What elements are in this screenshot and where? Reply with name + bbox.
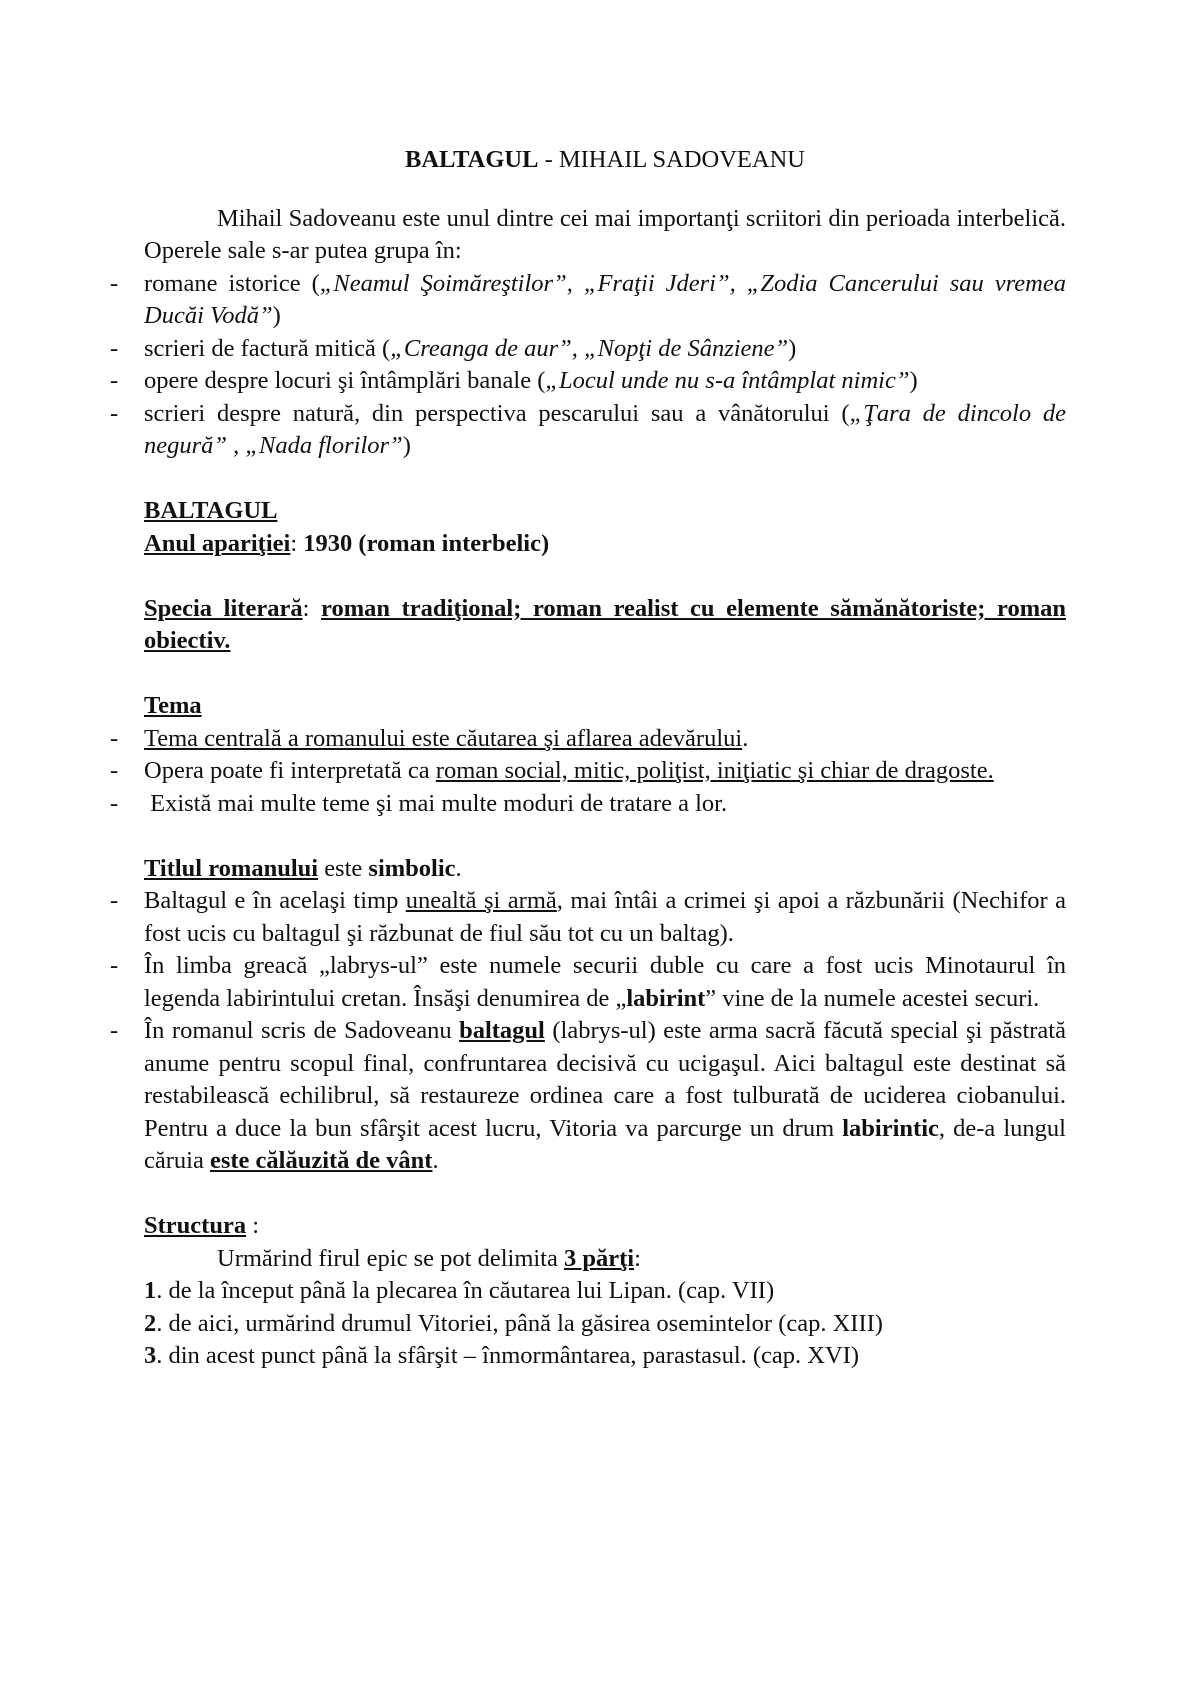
structura-sep: : xyxy=(246,1212,260,1239)
titlu-item xyxy=(144,950,1066,1015)
works-item-text: opere despre locuri şi întâmplări banale ( xyxy=(144,367,546,394)
works-item-end: ) xyxy=(788,334,797,362)
titlu-item-text: , de-a lungul căruia xyxy=(144,1114,1066,1174)
year-sep: : xyxy=(290,529,304,557)
tema-list xyxy=(144,723,1066,821)
titlu-item-text: (labrys-ul) este arma sacră făcută special şi păstrată anume pentru scopul final, confruntarea decisivă cu ucigaşul. Aici baltagul este destinat să restabilească echilibrul, să restaureze ordinea care a fost tulburată de uciderea ciobanului. Pentru a duce la bun sfârşit acest lucru, Vitoria va parcurge un drum xyxy=(144,1017,1066,1142)
works-titles: „Ţara de dincolo de negură” , „Nada florilor” xyxy=(144,399,1066,459)
works-item-end: ) xyxy=(272,302,281,329)
species-label: Specia literară xyxy=(144,594,303,622)
spacer xyxy=(144,658,1066,691)
works-item-text: romane istorice ( xyxy=(144,269,320,297)
titlu-item-text: ” vine de la numele acestei securi. xyxy=(705,984,1040,1012)
titlu-item-text: Baltagul e în acelaşi timp xyxy=(144,887,406,914)
structura-label: Structura xyxy=(144,1212,247,1239)
works-item-end: ) xyxy=(909,367,918,394)
tema-item-underlined: roman social, mitic, poliţist, iniţiatic şi chiar de dragoste. xyxy=(435,757,994,784)
works-titles: „Creanga de aur”, „Nopţi de Sânziene” xyxy=(390,334,789,362)
titlu-mid: este xyxy=(318,854,369,882)
tema-item-end: . xyxy=(742,724,749,752)
title-author: - MIHAIL SADOVEANU xyxy=(538,146,805,173)
titlu-item xyxy=(144,885,1066,950)
titlu-item xyxy=(144,1015,1066,1178)
structura-intro-end: : xyxy=(634,1244,641,1272)
part-text: . de la început până la plecarea în căutarea lui Lipan. (cap. VII) xyxy=(156,1277,775,1304)
titlu-item-bold: labirintic xyxy=(842,1114,939,1142)
works-item-end: ) xyxy=(402,432,411,459)
titlu-item-underlined: unealtă şi armă xyxy=(405,887,557,914)
works-titles: „Neamul Şoimăreştilor”, „Fraţii Jderi”, „Zodia Cancerului sau vremea Ducăi Vodă” xyxy=(144,269,1066,329)
titlu-item-bold-underlined: baltagul xyxy=(459,1017,545,1044)
section-heading-baltagul: BALTAGUL xyxy=(144,497,278,524)
structura-part xyxy=(144,1275,1066,1308)
spacer xyxy=(144,1178,1066,1211)
titlu-item-text: În limba greacă „labrys-ul” este numele securii duble cu care a fost ucis Minotaurul în legenda labirintului cretan. Însăşi denumirea de „ xyxy=(144,952,1066,1012)
tema-item xyxy=(144,788,1066,821)
year-value: 1930 (roman interbelic) xyxy=(303,529,550,557)
document-title xyxy=(144,144,1066,177)
document-body xyxy=(144,144,1066,1373)
tema-item-text: Există mai multe teme şi mai multe moduri de tratare a lor. xyxy=(144,789,728,817)
titlu-item-text: În romanul scris de Sadoveanu xyxy=(144,1017,460,1044)
tema-item-text: Tema centrală a romanului este căutarea şi aflarea adevărului xyxy=(144,724,743,752)
titlu-item-bold: labirint xyxy=(626,984,706,1012)
structura-part xyxy=(144,1340,1066,1373)
works-list xyxy=(144,268,1066,463)
works-item-text: scrieri despre natură, din perspectiva pescarului sau a vânătorului ( xyxy=(144,399,850,427)
tema-item xyxy=(144,723,1066,756)
structura-intro-text: Urmărind firul epic se pot delimita xyxy=(217,1244,564,1272)
year-label: Anul apariţiei xyxy=(144,529,291,557)
spacer xyxy=(144,560,1066,593)
works-item-text: scrieri de factură mitică ( xyxy=(144,334,391,362)
part-text: . de aici, urmărind drumul Vitoriei, până la găsirea osemintelor (cap. XIII) xyxy=(156,1309,883,1337)
tema-heading: Tema xyxy=(144,692,202,719)
intro-paragraph: Mihail Sadoveanu este unul dintre cei mai importanţi scriitori din perioada interbelică. Operele sale s-ar putea grupa în: xyxy=(144,204,1066,264)
titlu-value: simbolic xyxy=(368,854,456,882)
structura-parts-list xyxy=(144,1275,1066,1373)
part-number: 3 xyxy=(144,1342,157,1369)
species-value: roman tradiţional; roman realist cu elemente sămănătoriste; roman obiectiv. xyxy=(144,594,1067,654)
structura-parts-count: 3 părţi xyxy=(563,1244,635,1272)
titlu-end: . xyxy=(455,854,462,882)
works-item xyxy=(144,268,1066,333)
year-line xyxy=(144,528,1066,561)
titlu-line xyxy=(144,853,1066,886)
works-item xyxy=(144,333,1066,366)
part-number: 2 xyxy=(144,1309,157,1337)
species-line xyxy=(144,593,1066,658)
part-number: 1 xyxy=(144,1277,157,1304)
works-item xyxy=(144,365,1066,398)
works-titles: „Locul unde nu s-a întâmplat nimic” xyxy=(545,367,910,394)
title-bold: BALTAGUL xyxy=(405,146,539,173)
tema-item-text: Opera poate fi interpretată ca xyxy=(144,757,436,784)
works-item xyxy=(144,398,1066,463)
titlu-item-text: , mai întâi a crimei şi apoi a răzbunării (Nechifor a fost ucis cu baltagul şi răzbunat de fiul său tot cu un baltag). xyxy=(144,887,1066,947)
titlu-item-bold-underlined: este călăuzită de vânt xyxy=(209,1147,433,1174)
spacer xyxy=(144,463,1066,496)
titlu-item-end: . xyxy=(432,1147,439,1174)
structura-line xyxy=(144,1210,1066,1243)
titlu-label: Titlul romanului xyxy=(144,854,319,882)
species-sep: : xyxy=(302,594,322,622)
spacer xyxy=(144,820,1066,853)
titlu-list xyxy=(144,885,1066,1178)
structura-intro xyxy=(144,1243,1066,1276)
part-text: . din acest punct până la sfârşit – înmormântarea, parastasul. (cap. XVI) xyxy=(156,1342,859,1369)
tema-item xyxy=(144,755,1066,788)
structura-part xyxy=(144,1308,1066,1341)
